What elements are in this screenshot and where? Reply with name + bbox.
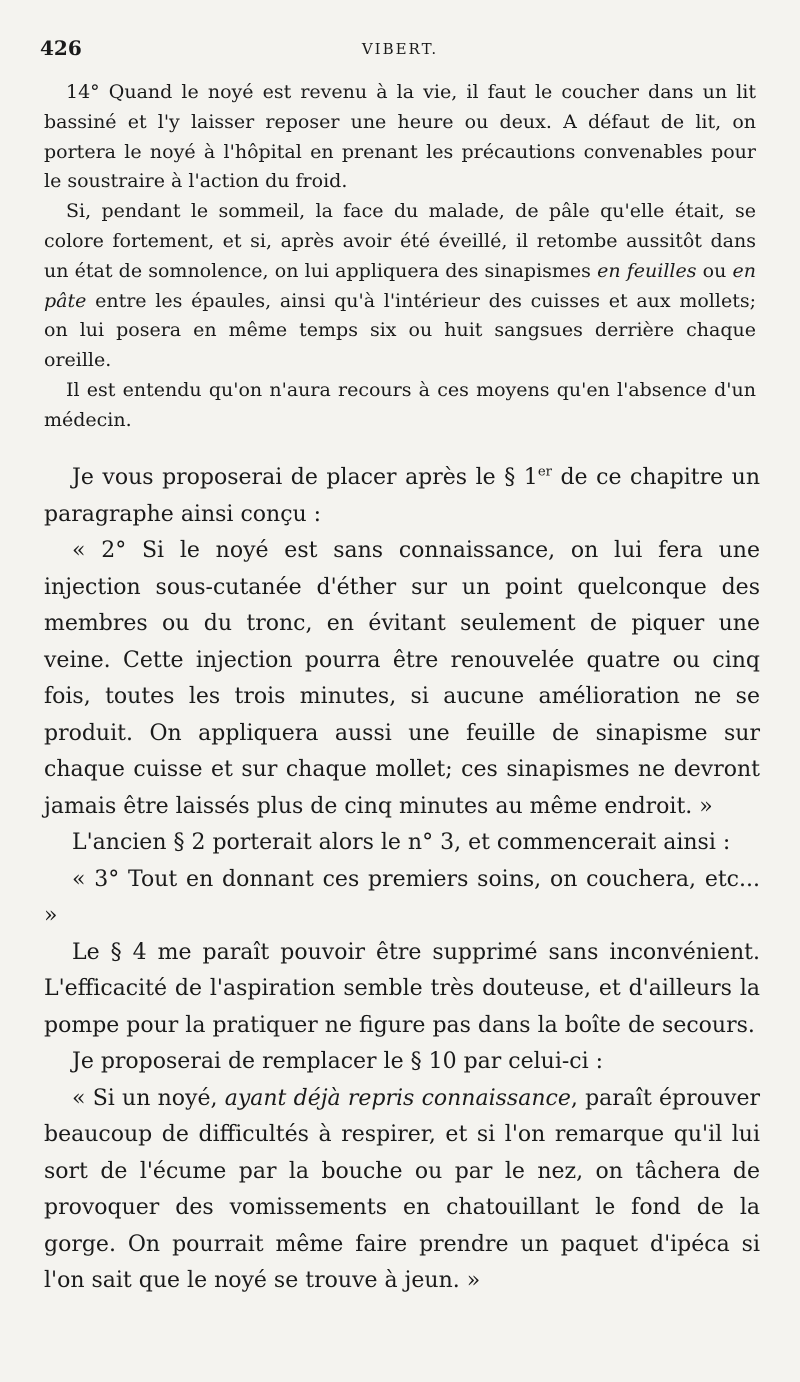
paragraph-quoted-item-2: « 2° Si le noyé est sans connaissance, on lui fera une injection sous-cutanée d'éther sur un point quelconque des membres ou du tronc, en évitant seulement de piquer une veine. Cette injection pourra être renouvelée quatre ou cinq fois, toutes les trois minutes, si aucune amélioration ne se produit. On appliquera aussi une feuille de sinapisme sur chaque cuisse et sur chaque mollet; ces sinapismes ne devront jamais être laissés plus de cinq minutes au même endroit. »: [44, 538, 760, 819]
small-print-block: [44, 78, 756, 436]
running-title: VIBERT.: [361, 40, 439, 58]
superscript: er: [537, 464, 552, 480]
paragraph-absence-doctor: Il est entendu qu'on n'aura recours à ces moyens qu'en l'absence d'un médecin.: [44, 378, 756, 431]
paragraph-renumbering: L'ancien § 2 porterait alors le n° 3, et commencerait ainsi :: [72, 830, 731, 855]
text-run: Si, pendant le sommeil, la face du malade, de pâle qu'elle était, se colore fortement, et si, après avoir été éveillé, il retombe aussitôt dans un état de somnolence, on lui appliquera des sinapismes: [44, 200, 756, 282]
text-run: de ce chapitre un paragraphe ainsi conçu :: [44, 465, 761, 527]
main-text-block: [44, 460, 760, 1300]
page-header: [40, 36, 760, 66]
italic-text: en pâte: [44, 259, 756, 312]
text-run: entre les épaules, ainsi qu'à l'intérieur des cuisses et aux mollets; on lui posera en même temps six ou huit sangsues derrière chaque oreille.: [44, 289, 756, 372]
paragraph-quoted-item-3: « 3° Tout en donnant ces premiers soins, on couchera, etc... »: [44, 866, 760, 928]
paragraph-proposal: [44, 460, 760, 533]
paragraph-sleep-symptoms: [44, 197, 756, 376]
page-number: 426: [40, 36, 82, 60]
paragraph-quoted-replacement: [44, 1081, 760, 1300]
paragraph-section-10: Je proposerai de remplacer le § 10 par celui-ci :: [72, 1049, 604, 1074]
text-run: ou: [696, 259, 733, 282]
text-run: « Si un noyé,: [72, 1085, 225, 1111]
italic-text: ayant déjà repris connaissance: [224, 1085, 571, 1111]
paragraph-item-14: 14° Quand le noyé est revenu à la vie, il faut le coucher dans un lit bassiné et l'y laisser reposer une heure ou deux. A défaut de lit, on portera le noyé à l'hôpital en prenant les précautions convenables pour le soustraire à l'action du froid.: [44, 81, 756, 193]
text-run: Je vous proposerai de placer après le § 1: [72, 465, 538, 490]
paragraph-section-4: Le § 4 me paraît pouvoir être supprimé sans inconvénient. L'efficacité de l'aspiration semble très douteuse, et d'ailleurs la pompe pour la pratiquer ne figure pas dans la boîte de secours.: [44, 939, 760, 1038]
text-run: , paraît éprouver beaucoup de difficultés à respirer, et si l'on remarque qu'il lui sort de l'écume par la bouche ou par le nez, on tâchera de provoquer des vomissements en chatouillant le fond de la gorge. On pourrait même faire prendre un paquet d'ipéca si l'on sait que le noyé se trouve à jeun. »: [44, 1085, 761, 1293]
italic-text: en feuilles: [597, 259, 697, 282]
